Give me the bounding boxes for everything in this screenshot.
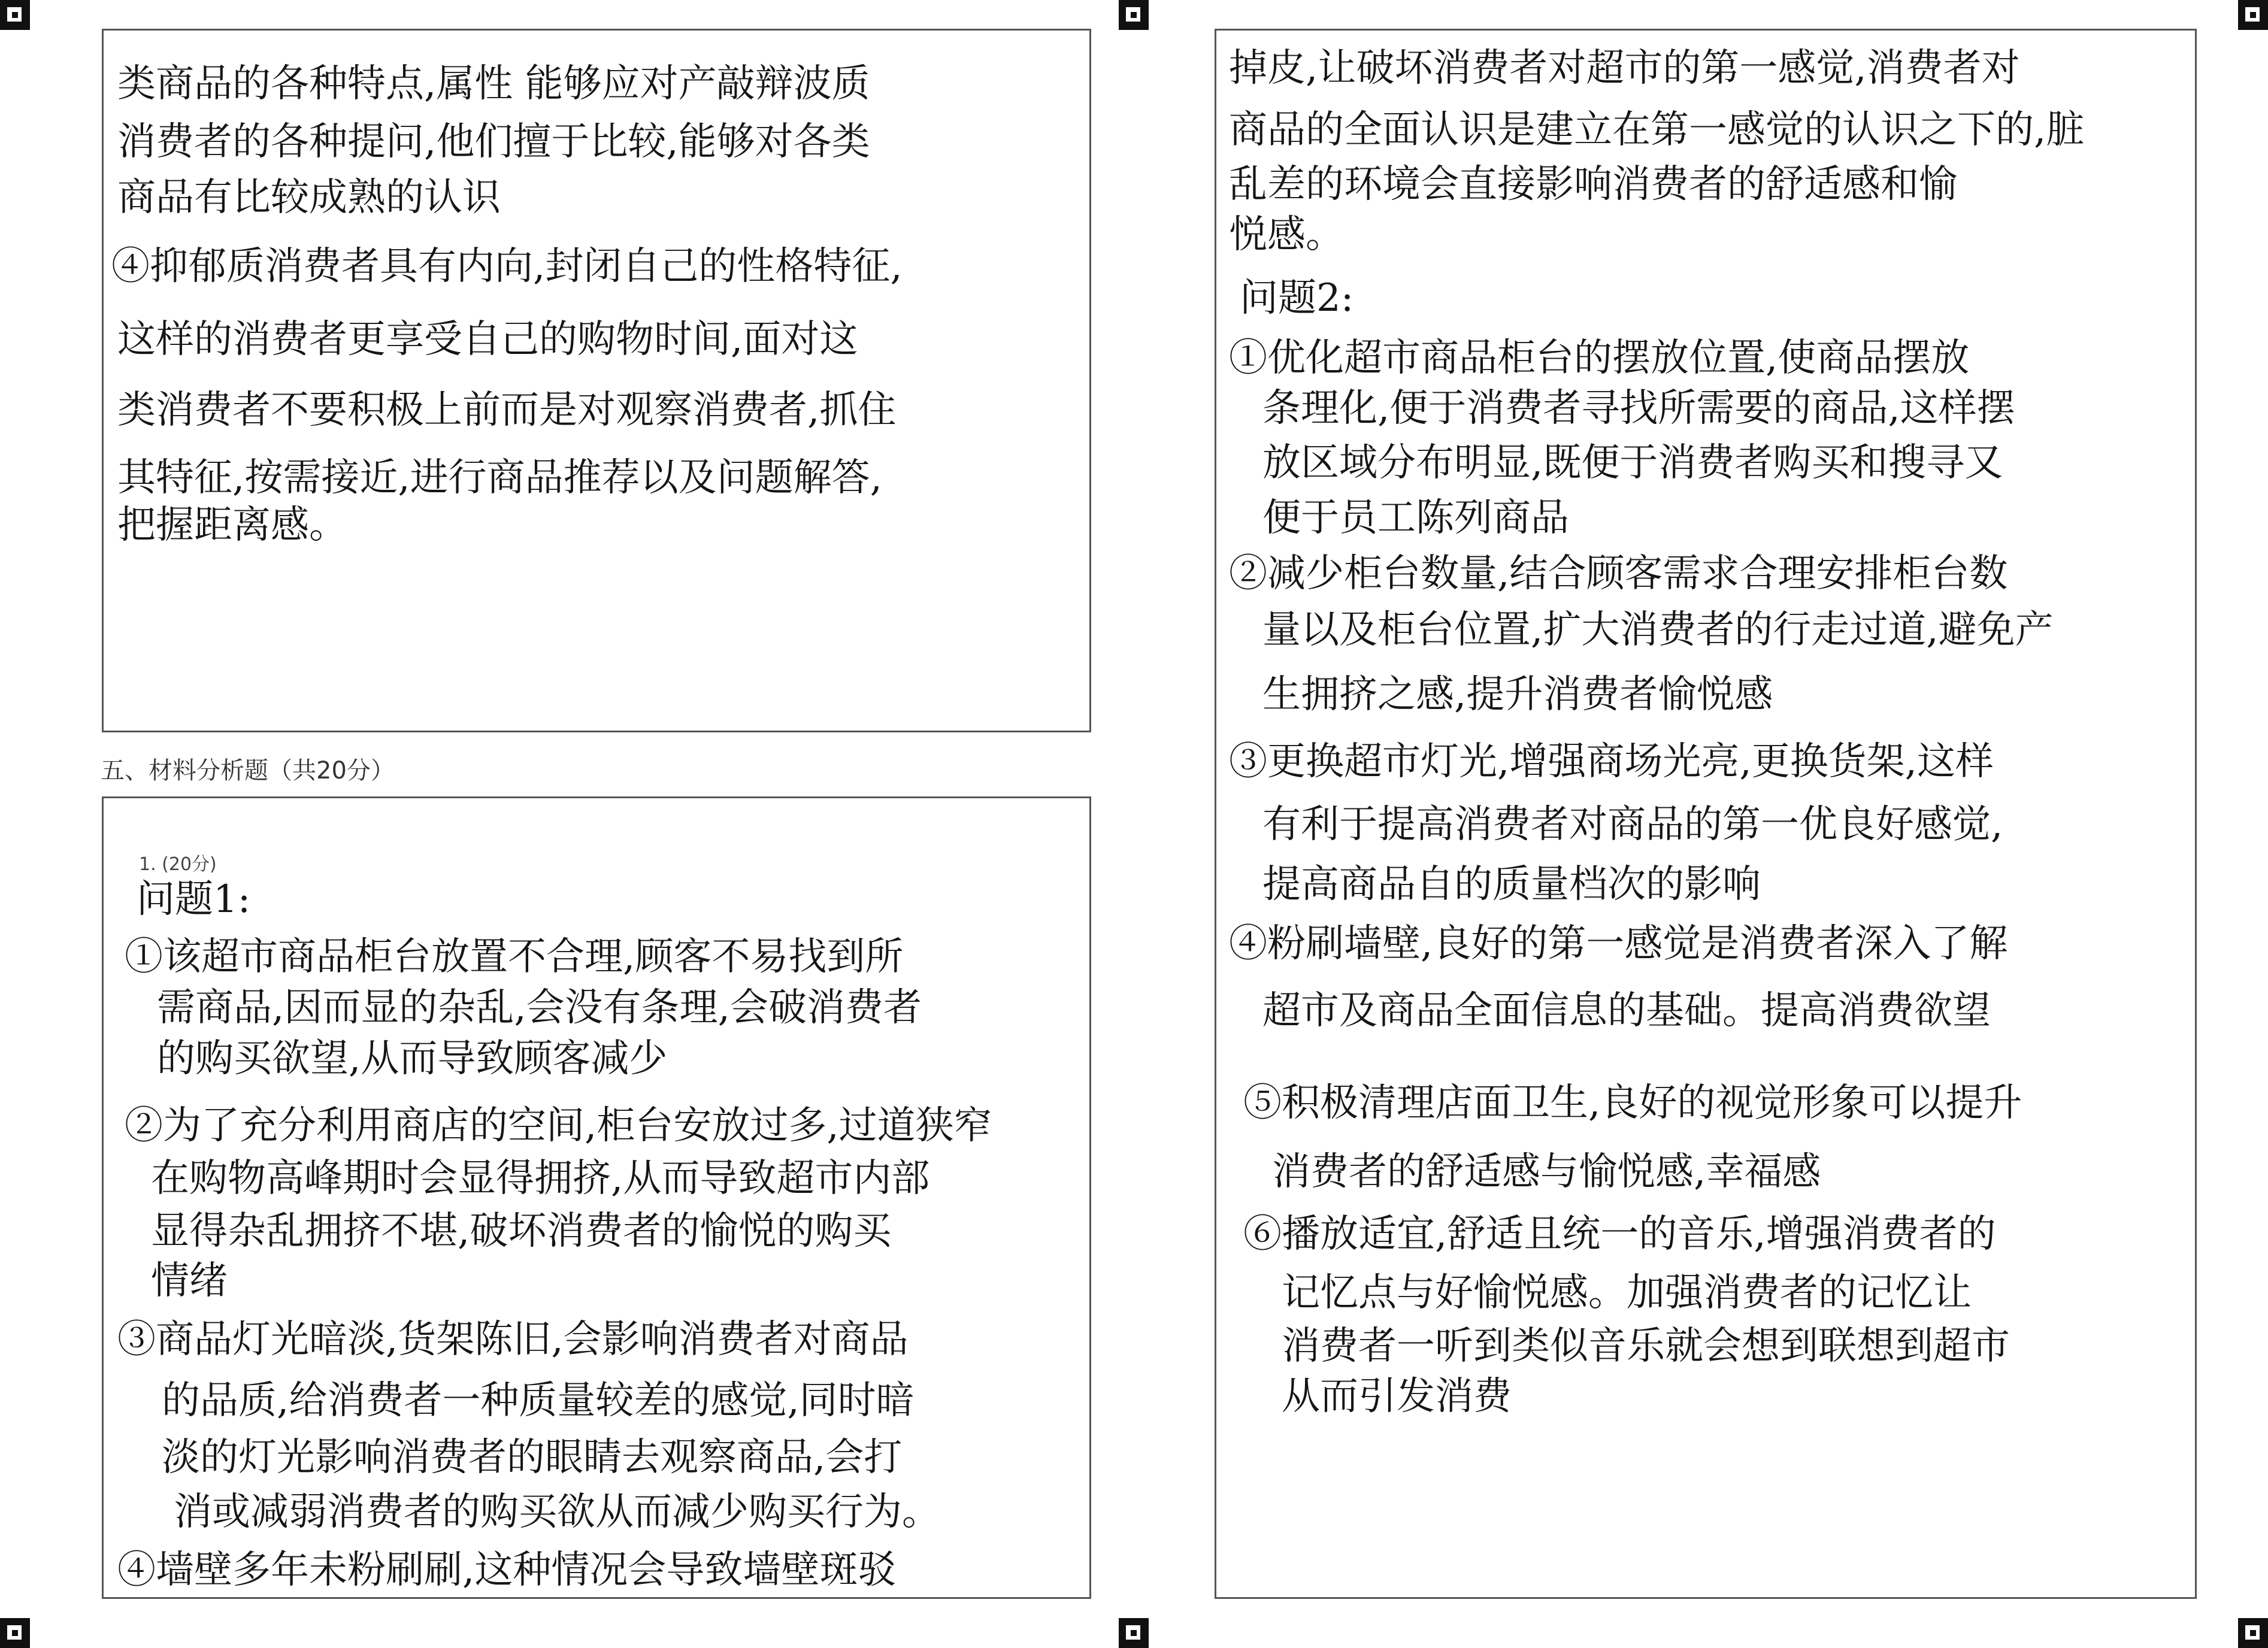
handwritten-line: 问题2: [1240,276,1354,320]
handwritten-line: 淡的灯光影响消费者的眼睛去观察商品,会打 [162,1435,903,1480]
handwritten-line: 把握距离感。 [117,503,347,547]
handwritten-line: ③商品灯光暗淡,货架陈旧,会影响消费者对商品 [117,1317,909,1362]
handwritten-line: ②减少柜台数量,结合顾客需求合理安排柜台数 [1229,552,2008,596]
handwritten-line: 量以及柜台位置,扩大消费者的行走过道,避免产 [1262,608,2054,652]
handwritten-line: 的品质,给消费者一种质量较差的感觉,同时暗 [162,1379,915,1423]
handwritten-line: 乱差的环境会直接影响消费者的舒适感和愉 [1229,162,1957,207]
handwritten-line: 商品有比较成熟的认识 [117,175,501,220]
handwritten-line: 记忆点与好愉悦感。加强消费者的记忆让 [1282,1271,1972,1315]
handwritten-line: 提高商品自的质量档次的影响 [1262,862,1761,907]
handwritten-line: ④墙壁多年未粉刷刷,这种情况会导致墙壁斑驳 [117,1548,897,1592]
handwritten-line: 在购物高峰期时会显得拥挤,从而导致超市内部 [151,1156,930,1201]
handwritten-line: 消费者的舒适感与愉悦感,幸福感 [1272,1150,1821,1194]
handwritten-line: 有利于提高消费者对商品的第一优良好感觉, [1262,802,2003,847]
handwritten-line: ②为了充分利用商店的空间,柜台安放过多,过道狭窄 [125,1104,992,1148]
handwritten-line: 生拥挤之感,提升消费者愉悦感 [1262,672,1773,717]
handwritten-line: 消费者一听到类似音乐就会想到联想到超市 [1282,1324,2010,1368]
section-title: 五、材料分析题（共20分） [101,757,395,784]
handwritten-line: 便于员工陈列商品 [1262,496,1569,540]
corner-marker-top-center [1119,0,1149,30]
corner-marker-top-left [0,0,30,30]
corner-marker-bottom-left [0,1618,30,1648]
handwritten-line: 类消费者不要积极上前而是对观察消费者,抓住 [117,388,897,432]
corner-marker-bottom-center [1119,1618,1149,1648]
handwritten-line: 超市及商品全面信息的基础。提高消费欲望 [1262,989,1991,1033]
corner-marker-top-right [2238,0,2268,30]
handwritten-line: 其特征,按需接近,进行商品推荐以及问题解答, [117,456,883,500]
handwritten-line: ③更换超市灯光,增强商场光亮,更换货架,这样 [1229,740,1994,784]
handwritten-line: 掉皮,让破坏消费者对超市的第一感觉,消费者对 [1229,46,2020,90]
handwritten-line: ④粉刷墙壁,良好的第一感觉是消费者深入了解 [1229,922,2008,966]
handwritten-line: ①优化超市商品柜台的摆放位置,使商品摆放 [1229,336,1970,380]
handwritten-line: 显得杂乱拥挤不堪,破坏消费者的愉悦的购买 [151,1209,892,1253]
handwritten-line: 这样的消费者更享受自己的购物时间,面对这 [117,317,858,362]
handwritten-line: 商品的全面认识是建立在第一感觉的认识之下的,脏 [1229,108,2085,152]
handwritten-line: 问题1: [137,877,251,922]
handwritten-line: 从而引发消费 [1282,1374,1512,1419]
handwritten-line: 的购买欲望,从而导致顾客减少 [157,1037,668,1081]
handwritten-line: 条理化,便于消费者寻找所需要的商品,这样摆 [1262,386,2015,431]
handwritten-line: ①该超市商品柜台放置不合理,顾客不易找到所 [125,935,904,979]
handwritten-line: ④抑郁质消费者具有内向,封闭自己的性格特征, [111,244,903,289]
question-number: 1. (20分) [139,854,217,875]
handwritten-line: 情绪 [151,1259,228,1303]
handwritten-line: 消或减弱消费者的购买欲从而减少购买行为。 [174,1490,940,1534]
handwritten-line: 消费者的各种提问,他们擅于比较,能够对各类 [117,120,870,164]
handwritten-line: 需商品,因而显的杂乱,会没有条理,会破消费者 [157,986,922,1030]
handwritten-line: ⑥播放适宜,舒适且统一的音乐,增强消费者的 [1243,1212,1996,1256]
handwritten-line: 放区域分布明显,既便于消费者购买和搜寻又 [1262,441,2003,485]
handwritten-line: ⑤积极清理店面卫生,良好的视觉形象可以提升 [1243,1081,2022,1125]
corner-marker-bottom-right [2238,1618,2268,1648]
handwritten-line: 类商品的各种特点,属性 能够应对产敲辩波质 [117,62,870,106]
handwritten-line: 悦感。 [1229,213,1344,257]
